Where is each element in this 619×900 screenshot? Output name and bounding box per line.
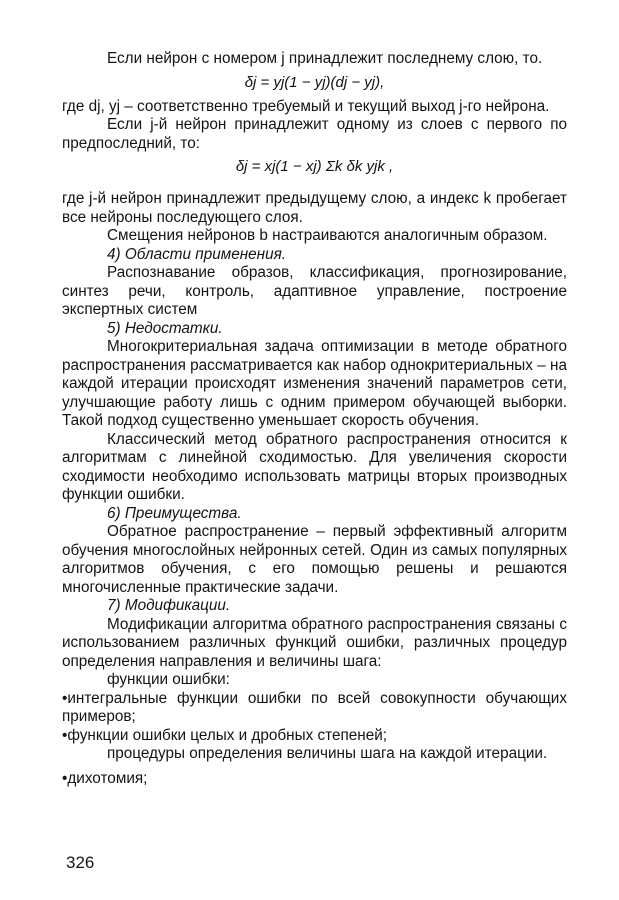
section-heading: 6) Преимущества. — [107, 504, 242, 522]
paragraph: процедуры определения величины шага на каждой итерации. — [107, 745, 548, 762]
section-heading: 7) Модификации. — [107, 597, 231, 614]
page-number: 326 — [66, 853, 95, 872]
formula-output-layer: δj = yj(1 − yj)(dj − yj), — [244, 73, 385, 91]
bullet-icon: • — [62, 689, 68, 707]
bullet-icon: • — [62, 726, 68, 744]
formula-hidden-layer: δj = xj(1 − xj) Σk δk yjk , — [235, 158, 394, 175]
paragraph: Многокритериальная задача оптимизации в методе обратного распространения рассматривается как набор однокритериальных – на каждой итерации происходят изменения значений параметров сети, улучшающие работу лишь с одним примером обучающей выборки. Такой подход существенно уменьшает скорость обучения. — [62, 338, 567, 429]
paragraph: Обратное распространение – первый эффективный алгоритм обучения многослойных нейронных сетей. Один из самых популярных алгоритмов обучения, с его помощью решены и решаются многочисленные практические задачи. — [62, 523, 567, 596]
section-heading: 5) Недостатки. — [107, 319, 223, 337]
paragraph: Классический метод обратного распространения относится к алгоритмам с линейной сходимостью. Для увеличения скорости сходимости необходимо использовать матрицы вторых производных функции ошибки. — [62, 430, 567, 503]
bullet-item: •функции ошибки целых и дробных степеней; — [62, 726, 388, 744]
paragraph: Если j-й нейрон принадлежит одному из слоев с первого по предпоследний, то: — [62, 116, 567, 152]
paragraph: Распознавание образов, классификация, прогнозирование, синтез речи, контроль, адаптивное управление, построение экспертных систем — [62, 264, 567, 318]
bullet-item: •дихотомия; — [62, 769, 148, 787]
page-text — [62, 50, 567, 788]
paragraph: функции ошибки: — [107, 671, 230, 688]
section-heading: 4) Области применения. — [107, 245, 286, 263]
paragraph: где j-й нейрон принадлежит предыдущему слою, а индекс k пробегает все нейроны последующего слоя. — [62, 190, 567, 226]
bullet-item: •интегральные функции ошибки по всей совокупности обучающих примеров; — [62, 689, 567, 725]
paragraph: Если нейрон с номером j принадлежит последнему слою, то. — [107, 50, 543, 67]
bullet-icon: • — [62, 769, 68, 787]
paragraph: где dj, yj – соответственно требуемый и текущий выход j-го нейрона. — [62, 97, 550, 115]
paragraph: Смещения нейронов b настраиваются аналогичным образом. — [107, 227, 548, 244]
paragraph: Модификации алгоритма обратного распространения связаны с использованием различных функций ошибки, различных процедур определения направления и величины шага: — [62, 615, 567, 670]
